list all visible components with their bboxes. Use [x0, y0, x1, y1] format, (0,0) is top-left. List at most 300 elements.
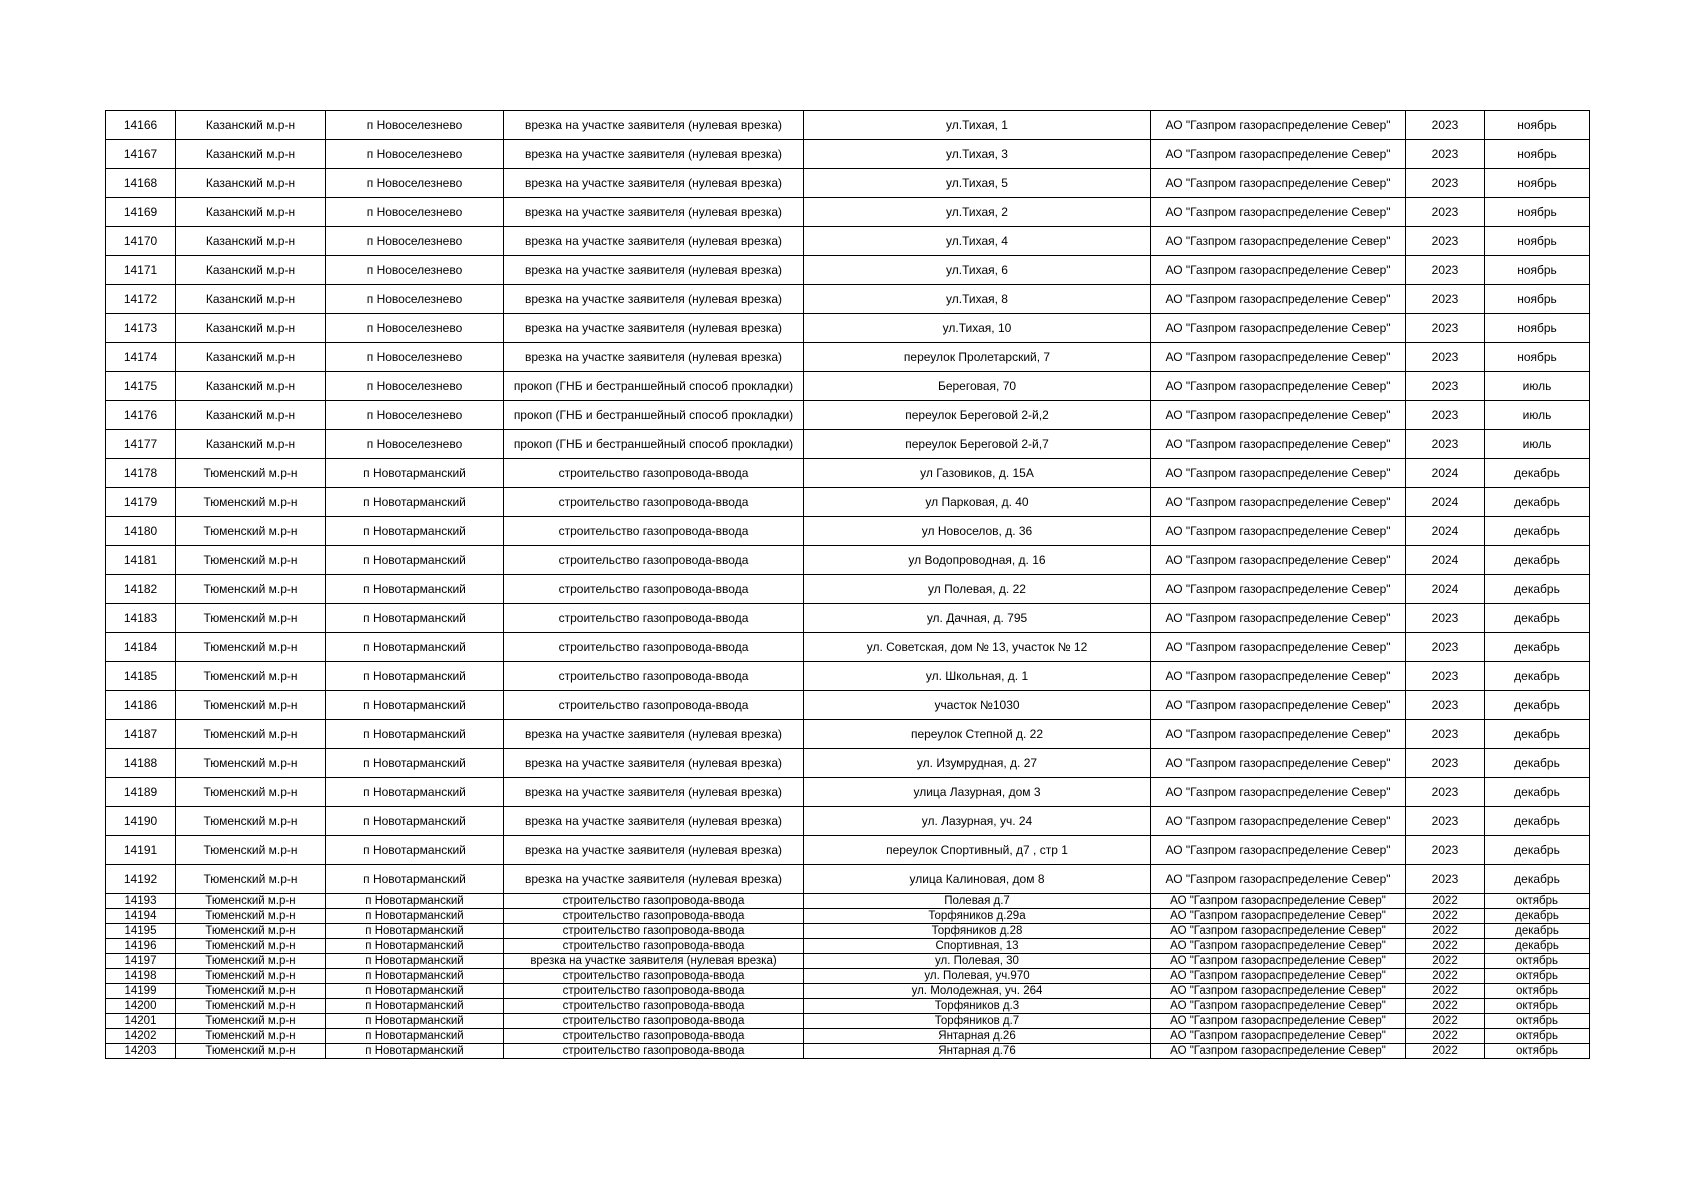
table-row	[106, 372, 1590, 401]
cell-address: ул.Тихая, 5	[804, 169, 1151, 198]
cell-organization: АО "Газпром газораспределение Север"	[1151, 604, 1406, 633]
cell-settlement: п Новотарманский	[326, 691, 504, 720]
cell-year: 2022	[1406, 999, 1485, 1014]
cell-organization: АО "Газпром газораспределение Север"	[1151, 575, 1406, 604]
cell-district: Тюменский м.р-н	[176, 984, 326, 999]
table-row	[106, 343, 1590, 372]
cell-settlement: п Новотарманский	[326, 969, 504, 984]
cell-organization: АО "Газпром газораспределение Север"	[1151, 662, 1406, 691]
cell-address: ул. Полевая, 30	[804, 954, 1151, 969]
cell-district: Тюменский м.р-н	[176, 909, 326, 924]
cell-address: ул.Тихая, 10	[804, 314, 1151, 343]
cell-number: 14167	[106, 140, 176, 169]
cell-settlement: п Новотарманский	[326, 954, 504, 969]
cell-district: Тюменский м.р-н	[176, 1044, 326, 1059]
cell-settlement: п Новотарманский	[326, 604, 504, 633]
cell-organization: АО "Газпром газораспределение Север"	[1151, 517, 1406, 546]
cell-address: улица Лазурная, дом 3	[804, 778, 1151, 807]
cell-organization: АО "Газпром газораспределение Север"	[1151, 546, 1406, 575]
cell-month: декабрь	[1485, 924, 1590, 939]
cell-year: 2022	[1406, 924, 1485, 939]
cell-year: 2023	[1406, 372, 1485, 401]
cell-work-type: строительство газопровода-ввода	[504, 575, 804, 604]
cell-number: 14202	[106, 1029, 176, 1044]
cell-district: Тюменский м.р-н	[176, 924, 326, 939]
cell-work-type: врезка на участке заявителя (нулевая врезка)	[504, 256, 804, 285]
cell-work-type: врезка на участке заявителя (нулевая врезка)	[504, 720, 804, 749]
table-row	[106, 1014, 1590, 1029]
cell-number: 14175	[106, 372, 176, 401]
table-row	[106, 517, 1590, 546]
cell-number: 14168	[106, 169, 176, 198]
cell-settlement: п Новоселезнево	[326, 140, 504, 169]
table-row	[106, 894, 1590, 909]
cell-address: Береговая, 70	[804, 372, 1151, 401]
cell-year: 2024	[1406, 517, 1485, 546]
table-row	[106, 749, 1590, 778]
cell-organization: АО "Газпром газораспределение Север"	[1151, 924, 1406, 939]
cell-year: 2023	[1406, 836, 1485, 865]
cell-year: 2023	[1406, 169, 1485, 198]
cell-organization: АО "Газпром газораспределение Север"	[1151, 807, 1406, 836]
cell-address: ул. Дачная, д. 795	[804, 604, 1151, 633]
cell-settlement: п Новотарманский	[326, 865, 504, 894]
cell-district: Тюменский м.р-н	[176, 969, 326, 984]
table-row	[106, 954, 1590, 969]
cell-number: 14183	[106, 604, 176, 633]
cell-address: Янтарная д.26	[804, 1029, 1151, 1044]
table-row	[106, 604, 1590, 633]
cell-number: 14203	[106, 1044, 176, 1059]
cell-month: декабрь	[1485, 720, 1590, 749]
cell-address: ул.Тихая, 1	[804, 111, 1151, 140]
cell-district: Казанский м.р-н	[176, 343, 326, 372]
cell-address: переулок Спортивный, д7 , стр 1	[804, 836, 1151, 865]
cell-month: декабрь	[1485, 604, 1590, 633]
cell-organization: АО "Газпром газораспределение Север"	[1151, 999, 1406, 1014]
cell-district: Тюменский м.р-н	[176, 575, 326, 604]
cell-month: декабрь	[1485, 939, 1590, 954]
cell-district: Казанский м.р-н	[176, 372, 326, 401]
cell-organization: АО "Газпром газораспределение Север"	[1151, 749, 1406, 778]
cell-work-type: прокоп (ГНБ и бестраншейный способ прокладки)	[504, 401, 804, 430]
cell-month: ноябрь	[1485, 314, 1590, 343]
cell-settlement: п Новотарманский	[326, 459, 504, 488]
cell-settlement: п Новотарманский	[326, 1044, 504, 1059]
table-row	[106, 836, 1590, 865]
cell-number: 14197	[106, 954, 176, 969]
cell-address: ул. Молодежная, уч. 264	[804, 984, 1151, 999]
cell-number: 14194	[106, 909, 176, 924]
cell-district: Тюменский м.р-н	[176, 939, 326, 954]
cell-year: 2023	[1406, 111, 1485, 140]
cell-district: Казанский м.р-н	[176, 198, 326, 227]
cell-district: Казанский м.р-н	[176, 285, 326, 314]
cell-settlement: п Новотарманский	[326, 924, 504, 939]
cell-number: 14170	[106, 227, 176, 256]
cell-work-type: врезка на участке заявителя (нулевая врезка)	[504, 198, 804, 227]
cell-address: ул Полевая, д. 22	[804, 575, 1151, 604]
cell-month: июль	[1485, 401, 1590, 430]
cell-settlement: п Новотарманский	[326, 984, 504, 999]
cell-work-type: строительство газопровода-ввода	[504, 969, 804, 984]
cell-organization: АО "Газпром газораспределение Север"	[1151, 939, 1406, 954]
cell-settlement: п Новотарманский	[326, 778, 504, 807]
table-row	[106, 633, 1590, 662]
cell-month: ноябрь	[1485, 111, 1590, 140]
cell-address: ул.Тихая, 8	[804, 285, 1151, 314]
cell-address: Торфяников д.28	[804, 924, 1151, 939]
cell-settlement: п Новоселезнево	[326, 314, 504, 343]
cell-month: декабрь	[1485, 807, 1590, 836]
cell-address: ул. Советская, дом № 13, участок № 12	[804, 633, 1151, 662]
cell-district: Тюменский м.р-н	[176, 517, 326, 546]
table-body	[106, 111, 1590, 1059]
cell-settlement: п Новотарманский	[326, 1014, 504, 1029]
cell-district: Тюменский м.р-н	[176, 459, 326, 488]
cell-address: ул Газовиков, д. 15А	[804, 459, 1151, 488]
cell-organization: АО "Газпром газораспределение Север"	[1151, 691, 1406, 720]
cell-organization: АО "Газпром газораспределение Север"	[1151, 227, 1406, 256]
cell-organization: АО "Газпром газораспределение Север"	[1151, 836, 1406, 865]
cell-month: октябрь	[1485, 1029, 1590, 1044]
cell-year: 2022	[1406, 1029, 1485, 1044]
cell-number: 14199	[106, 984, 176, 999]
cell-district: Тюменский м.р-н	[176, 662, 326, 691]
cell-month: октябрь	[1485, 984, 1590, 999]
table-row	[106, 924, 1590, 939]
table-row	[106, 1029, 1590, 1044]
cell-organization: АО "Газпром газораспределение Север"	[1151, 720, 1406, 749]
cell-work-type: врезка на участке заявителя (нулевая врезка)	[504, 778, 804, 807]
cell-district: Казанский м.р-н	[176, 401, 326, 430]
cell-year: 2023	[1406, 343, 1485, 372]
table-row	[106, 227, 1590, 256]
cell-year: 2023	[1406, 691, 1485, 720]
cell-organization: АО "Газпром газораспределение Север"	[1151, 1029, 1406, 1044]
cell-month: ноябрь	[1485, 227, 1590, 256]
cell-year: 2023	[1406, 256, 1485, 285]
cell-work-type: строительство газопровода-ввода	[504, 662, 804, 691]
cell-address: ул Водопроводная, д. 16	[804, 546, 1151, 575]
cell-address: переулок Пролетарский, 7	[804, 343, 1151, 372]
cell-address: Янтарная д.76	[804, 1044, 1151, 1059]
cell-work-type: врезка на участке заявителя (нулевая врезка)	[504, 807, 804, 836]
cell-work-type: строительство газопровода-ввода	[504, 1029, 804, 1044]
cell-address: Торфяников д.29а	[804, 909, 1151, 924]
cell-work-type: строительство газопровода-ввода	[504, 604, 804, 633]
cell-organization: АО "Газпром газораспределение Север"	[1151, 984, 1406, 999]
cell-address: Торфяников д.3	[804, 999, 1151, 1014]
cell-district: Тюменский м.р-н	[176, 1029, 326, 1044]
cell-address: ул. Полевая, уч.970	[804, 969, 1151, 984]
cell-work-type: строительство газопровода-ввода	[504, 984, 804, 999]
cell-organization: АО "Газпром газораспределение Север"	[1151, 343, 1406, 372]
cell-work-type: строительство газопровода-ввода	[504, 691, 804, 720]
table-row	[106, 984, 1590, 999]
cell-work-type: врезка на участке заявителя (нулевая врезка)	[504, 954, 804, 969]
table-row	[106, 169, 1590, 198]
cell-work-type: строительство газопровода-ввода	[504, 894, 804, 909]
table-row	[106, 969, 1590, 984]
cell-settlement: п Новоселезнево	[326, 285, 504, 314]
cell-number: 14190	[106, 807, 176, 836]
cell-number: 14200	[106, 999, 176, 1014]
cell-number: 14195	[106, 924, 176, 939]
cell-year: 2022	[1406, 909, 1485, 924]
cell-settlement: п Новотарманский	[326, 575, 504, 604]
table-row	[106, 939, 1590, 954]
cell-settlement: п Новотарманский	[326, 517, 504, 546]
cell-year: 2023	[1406, 778, 1485, 807]
table-row	[106, 140, 1590, 169]
cell-settlement: п Новоселезнево	[326, 430, 504, 459]
cell-year: 2023	[1406, 749, 1485, 778]
cell-organization: АО "Газпром газораспределение Север"	[1151, 111, 1406, 140]
cell-settlement: п Новотарманский	[326, 546, 504, 575]
table-row	[106, 401, 1590, 430]
cell-district: Тюменский м.р-н	[176, 778, 326, 807]
table-row	[106, 546, 1590, 575]
cell-district: Тюменский м.р-н	[176, 720, 326, 749]
cell-district: Тюменский м.р-н	[176, 633, 326, 662]
cell-organization: АО "Газпром газораспределение Север"	[1151, 372, 1406, 401]
cell-month: декабрь	[1485, 633, 1590, 662]
cell-district: Тюменский м.р-н	[176, 604, 326, 633]
cell-work-type: врезка на участке заявителя (нулевая врезка)	[504, 285, 804, 314]
cell-month: ноябрь	[1485, 140, 1590, 169]
cell-number: 14172	[106, 285, 176, 314]
cell-work-type: строительство газопровода-ввода	[504, 924, 804, 939]
cell-organization: АО "Газпром газораспределение Север"	[1151, 430, 1406, 459]
cell-work-type: врезка на участке заявителя (нулевая врезка)	[504, 314, 804, 343]
cell-organization: АО "Газпром газораспределение Север"	[1151, 633, 1406, 662]
cell-organization: АО "Газпром газораспределение Север"	[1151, 1044, 1406, 1059]
cell-district: Казанский м.р-н	[176, 111, 326, 140]
cell-year: 2022	[1406, 969, 1485, 984]
cell-number: 14189	[106, 778, 176, 807]
table-row	[106, 999, 1590, 1014]
table-row	[106, 459, 1590, 488]
table-row	[106, 314, 1590, 343]
cell-month: декабрь	[1485, 909, 1590, 924]
cell-district: Тюменский м.р-н	[176, 999, 326, 1014]
cell-number: 14185	[106, 662, 176, 691]
cell-work-type: врезка на участке заявителя (нулевая врезка)	[504, 227, 804, 256]
cell-year: 2024	[1406, 575, 1485, 604]
cell-year: 2023	[1406, 314, 1485, 343]
cell-month: октябрь	[1485, 894, 1590, 909]
cell-year: 2022	[1406, 984, 1485, 999]
table-row	[106, 198, 1590, 227]
cell-address: Спортивная, 13	[804, 939, 1151, 954]
cell-settlement: п Новоселезнево	[326, 111, 504, 140]
cell-address: ул.Тихая, 4	[804, 227, 1151, 256]
cell-settlement: п Новотарманский	[326, 749, 504, 778]
cell-work-type: врезка на участке заявителя (нулевая врезка)	[504, 140, 804, 169]
table-row	[106, 778, 1590, 807]
cell-work-type: прокоп (ГНБ и бестраншейный способ прокладки)	[504, 372, 804, 401]
cell-number: 14179	[106, 488, 176, 517]
cell-month: декабрь	[1485, 778, 1590, 807]
cell-month: декабрь	[1485, 836, 1590, 865]
cell-work-type: врезка на участке заявителя (нулевая врезка)	[504, 169, 804, 198]
cell-year: 2023	[1406, 865, 1485, 894]
cell-year: 2023	[1406, 720, 1485, 749]
cell-organization: АО "Газпром газораспределение Север"	[1151, 865, 1406, 894]
cell-district: Тюменский м.р-н	[176, 894, 326, 909]
table-row	[106, 256, 1590, 285]
cell-work-type: строительство газопровода-ввода	[504, 633, 804, 662]
cell-district: Казанский м.р-н	[176, 227, 326, 256]
cell-number: 14191	[106, 836, 176, 865]
cell-month: декабрь	[1485, 575, 1590, 604]
cell-settlement: п Новотарманский	[326, 488, 504, 517]
cell-settlement: п Новоселезнево	[326, 372, 504, 401]
cell-work-type: строительство газопровода-ввода	[504, 1014, 804, 1029]
cell-year: 2023	[1406, 430, 1485, 459]
cell-settlement: п Новоселезнево	[326, 198, 504, 227]
cell-address: ул. Изумрудная, д. 27	[804, 749, 1151, 778]
cell-month: декабрь	[1485, 488, 1590, 517]
cell-year: 2024	[1406, 459, 1485, 488]
cell-year: 2024	[1406, 546, 1485, 575]
cell-year: 2022	[1406, 1044, 1485, 1059]
cell-district: Тюменский м.р-н	[176, 1014, 326, 1029]
cell-month: июль	[1485, 430, 1590, 459]
cell-organization: АО "Газпром газораспределение Север"	[1151, 894, 1406, 909]
cell-year: 2023	[1406, 198, 1485, 227]
cell-month: декабрь	[1485, 749, 1590, 778]
cell-address: Полевая д.7	[804, 894, 1151, 909]
cell-year: 2022	[1406, 939, 1485, 954]
table-row	[106, 662, 1590, 691]
cell-month: ноябрь	[1485, 169, 1590, 198]
cell-district: Тюменский м.р-н	[176, 954, 326, 969]
cell-organization: АО "Газпром газораспределение Север"	[1151, 459, 1406, 488]
cell-address: переулок Степной д. 22	[804, 720, 1151, 749]
cell-number: 14184	[106, 633, 176, 662]
cell-month: октябрь	[1485, 1044, 1590, 1059]
cell-address: ул.Тихая, 6	[804, 256, 1151, 285]
cell-year: 2022	[1406, 1014, 1485, 1029]
cell-district: Казанский м.р-н	[176, 169, 326, 198]
cell-district: Тюменский м.р-н	[176, 691, 326, 720]
cell-district: Казанский м.р-н	[176, 314, 326, 343]
cell-settlement: п Новоселезнево	[326, 256, 504, 285]
table-row	[106, 111, 1590, 140]
cell-organization: АО "Газпром газораспределение Север"	[1151, 488, 1406, 517]
cell-number: 14193	[106, 894, 176, 909]
cell-number: 14182	[106, 575, 176, 604]
cell-work-type: врезка на участке заявителя (нулевая врезка)	[504, 836, 804, 865]
cell-address: ул.Тихая, 3	[804, 140, 1151, 169]
cell-month: декабрь	[1485, 865, 1590, 894]
cell-number: 14173	[106, 314, 176, 343]
cell-number: 14181	[106, 546, 176, 575]
cell-address: ул. Школьная, д. 1	[804, 662, 1151, 691]
cell-work-type: врезка на участке заявителя (нулевая врезка)	[504, 343, 804, 372]
cell-year: 2022	[1406, 954, 1485, 969]
cell-year: 2023	[1406, 140, 1485, 169]
cell-year: 2023	[1406, 662, 1485, 691]
cell-district: Тюменский м.р-н	[176, 546, 326, 575]
cell-district: Тюменский м.р-н	[176, 865, 326, 894]
cell-settlement: п Новоселезнево	[326, 401, 504, 430]
cell-district: Казанский м.р-н	[176, 430, 326, 459]
cell-number: 14176	[106, 401, 176, 430]
cell-address: Торфяников д.7	[804, 1014, 1151, 1029]
cell-organization: АО "Газпром газораспределение Север"	[1151, 256, 1406, 285]
cell-number: 14188	[106, 749, 176, 778]
cell-month: октябрь	[1485, 969, 1590, 984]
table-row	[106, 691, 1590, 720]
cell-work-type: строительство газопровода-ввода	[504, 459, 804, 488]
cell-number: 14198	[106, 969, 176, 984]
cell-settlement: п Новотарманский	[326, 720, 504, 749]
cell-month: октябрь	[1485, 1014, 1590, 1029]
cell-organization: АО "Газпром газораспределение Север"	[1151, 198, 1406, 227]
cell-organization: АО "Газпром газораспределение Север"	[1151, 778, 1406, 807]
cell-settlement: п Новоселезнево	[326, 227, 504, 256]
cell-district: Тюменский м.р-н	[176, 749, 326, 778]
cell-year: 2023	[1406, 807, 1485, 836]
cell-work-type: врезка на участке заявителя (нулевая врезка)	[504, 865, 804, 894]
cell-address: ул.Тихая, 2	[804, 198, 1151, 227]
table-row	[106, 865, 1590, 894]
cell-settlement: п Новотарманский	[326, 999, 504, 1014]
data-table	[105, 110, 1590, 1059]
cell-year: 2023	[1406, 401, 1485, 430]
cell-month: декабрь	[1485, 691, 1590, 720]
cell-month: ноябрь	[1485, 198, 1590, 227]
cell-organization: АО "Газпром газораспределение Север"	[1151, 140, 1406, 169]
cell-number: 14171	[106, 256, 176, 285]
cell-organization: АО "Газпром газораспределение Север"	[1151, 1014, 1406, 1029]
cell-work-type: строительство газопровода-ввода	[504, 999, 804, 1014]
cell-number: 14196	[106, 939, 176, 954]
cell-work-type: строительство газопровода-ввода	[504, 488, 804, 517]
cell-address: участок №1030	[804, 691, 1151, 720]
table-row	[106, 720, 1590, 749]
cell-work-type: прокоп (ГНБ и бестраншейный способ прокладки)	[504, 430, 804, 459]
cell-month: декабрь	[1485, 517, 1590, 546]
table-row	[106, 575, 1590, 604]
cell-organization: АО "Газпром газораспределение Север"	[1151, 954, 1406, 969]
cell-district: Тюменский м.р-н	[176, 836, 326, 865]
cell-settlement: п Новотарманский	[326, 633, 504, 662]
cell-organization: АО "Газпром газораспределение Север"	[1151, 314, 1406, 343]
cell-settlement: п Новоселезнево	[326, 343, 504, 372]
cell-number: 14187	[106, 720, 176, 749]
cell-number: 14166	[106, 111, 176, 140]
cell-settlement: п Новотарманский	[326, 807, 504, 836]
cell-year: 2023	[1406, 227, 1485, 256]
cell-organization: АО "Газпром газораспределение Север"	[1151, 169, 1406, 198]
cell-district: Тюменский м.р-н	[176, 807, 326, 836]
cell-month: ноябрь	[1485, 256, 1590, 285]
table-row	[106, 807, 1590, 836]
cell-year: 2024	[1406, 488, 1485, 517]
cell-year: 2022	[1406, 894, 1485, 909]
table-row	[106, 1044, 1590, 1059]
cell-year: 2023	[1406, 604, 1485, 633]
cell-address: переулок Береговой 2-й,7	[804, 430, 1151, 459]
cell-number: 14180	[106, 517, 176, 546]
cell-month: ноябрь	[1485, 285, 1590, 314]
cell-year: 2023	[1406, 633, 1485, 662]
cell-work-type: строительство газопровода-ввода	[504, 1044, 804, 1059]
